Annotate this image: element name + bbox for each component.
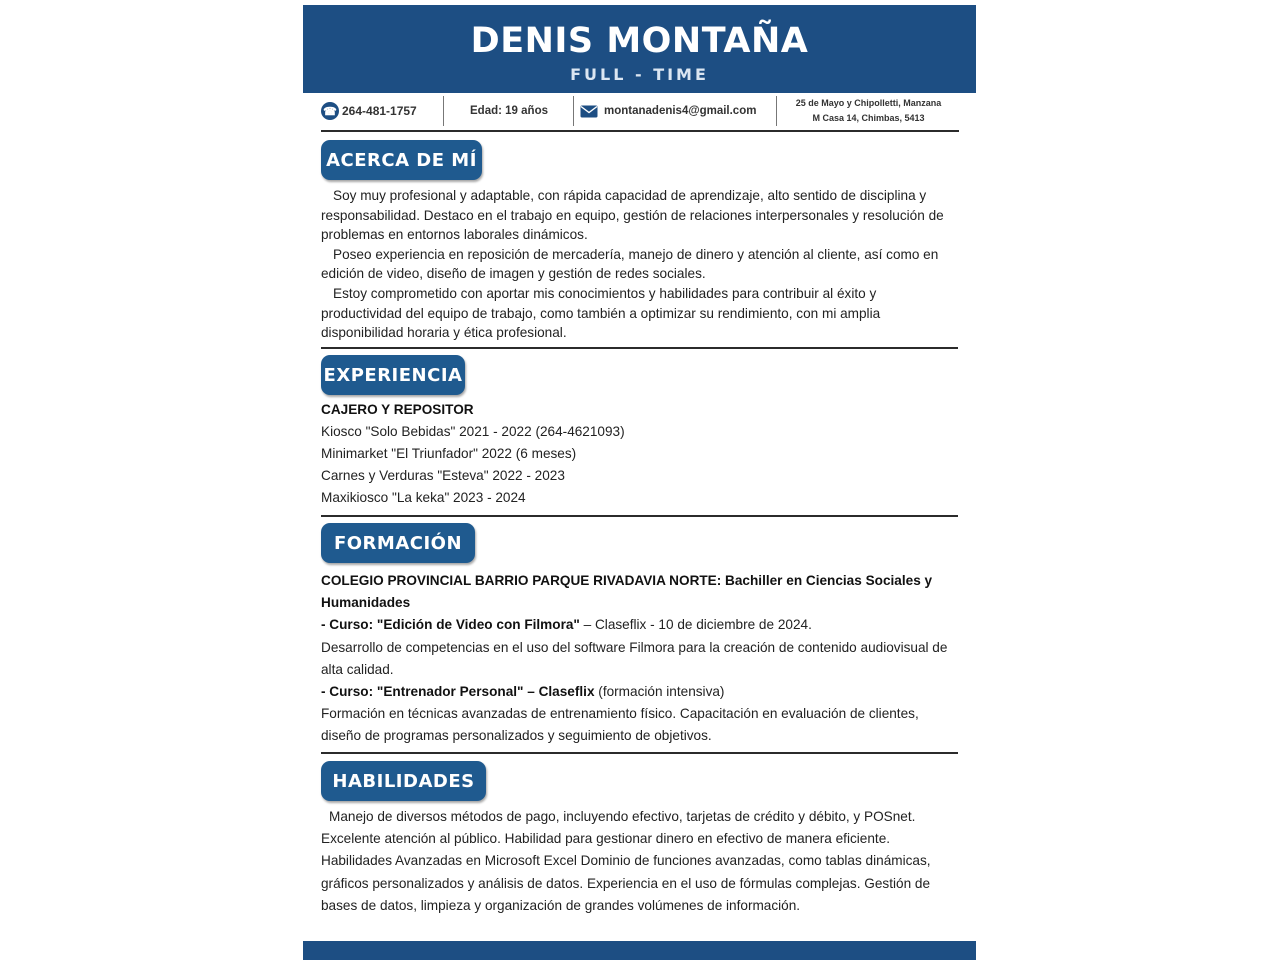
about-paragraph: Poseo experiencia en reposición de mercadería, manejo de dinero y atención al cliente, así como en edición de video, diseño de imagen y gestión de redes sociales.: [321, 246, 939, 282]
footer-bar: [303, 941, 976, 960]
education-course-2: [321, 681, 953, 703]
education-heading: FORMACIÓN: [321, 523, 475, 563]
experience-text: [321, 399, 953, 509]
course-1-description: Desarrollo de competencias en el uso del software Filmora para la creación de contenido audiovisual de alta calidad.: [321, 639, 948, 677]
course-2-description: Formación en técnicas avanzadas de entrenamiento físico. Capacitación en evaluación de clientes, diseño de programas personalizados y seguimiento de objetivos.: [321, 706, 919, 744]
experience-heading: EXPERIENCIA: [321, 355, 465, 395]
skills-heading: HABILIDADES: [321, 761, 486, 801]
education-course-1: [321, 614, 953, 636]
experience-job: Maxikiosco "La keka" 2023 - 2024: [321, 490, 526, 505]
education-school: COLEGIO PROVINCIAL BARRIO PARQUE RIVADAVIA NORTE: Bachiller en Ciencias Sociales y Humanidades: [321, 573, 933, 611]
address-line-2: M Casa 14, Chimbas, 5413: [812, 113, 925, 123]
section-divider: [321, 347, 958, 349]
contact-age: [443, 96, 574, 126]
candidate-subtitle: FULL - TIME: [570, 65, 709, 84]
skills-text: [321, 806, 953, 917]
about-paragraph: Estoy comprometido con aportar mis conocimientos y habilidades para contribuir al éxito y productividad del equipo de trabajo, como también a optimizar su rendimiento, con mi amplia disponibilidad horaria y ética profesional.: [321, 285, 881, 341]
contact-address: [776, 96, 960, 126]
contact-email: [573, 96, 776, 126]
age-text: Edad: 19 años: [470, 105, 548, 117]
phone-number: 264-481-1757: [342, 104, 417, 118]
email-address: montanadenis4@gmail.com: [604, 105, 757, 117]
course-1-title: - Curso: "Edición de Video con Filmora": [321, 617, 580, 633]
experience-job: Kiosco "Solo Bebidas" 2021 - 2022 (264-4621093): [321, 424, 625, 439]
experience-role: CAJERO Y REPOSITOR: [321, 402, 474, 417]
section-divider: [321, 515, 958, 517]
about-paragraph: Soy muy profesional y adaptable, con rápida capacidad de aprendizaje, alto sentido de disciplina y responsabilidad. Destaco en el trabajo en equipo, gestión de relaciones interpersonales y resolución de problemas en entornos laborales dinámicos.: [321, 188, 944, 243]
contact-bar: [321, 96, 959, 132]
course-2-title: - Curso: "Entrenador Personal" – Claseflix: [321, 684, 595, 700]
phone-icon: ☎: [321, 102, 339, 120]
candidate-name: DENIS MONTAÑA: [470, 21, 809, 61]
course-2-meta: (formación intensiva): [594, 684, 725, 700]
education-text: [321, 570, 953, 748]
experience-job: Minimarket "El Triunfador" 2022 (6 meses): [321, 446, 577, 461]
address-line-1: 25 de Mayo y Chipolletti, Manzana: [795, 98, 942, 108]
envelope-icon: [580, 105, 598, 118]
skills-paragraph: Manejo de diversos métodos de pago, incluyendo efectivo, tarjetas de crédito y débito, y POSnet. Excelente atención al público. Habilidad para gestionar dinero en efectivo de manera eficiente. Habilidades Avanzadas en Microsoft Excel Dominio de funciones avanzadas, como tablas dinámicas, gráficos personalizados y análisis de datos. Experiencia en el uso de fórmulas complejas. Gestión de bases de datos, limpieza y organización de grandes volúmenes de información.: [321, 809, 931, 913]
experience-job: Carnes y Verduras "Esteva" 2022 - 2023: [321, 468, 565, 483]
resume-page: [303, 0, 976, 960]
course-1-meta: – Claseflix - 10 de diciembre de 2024.: [579, 617, 812, 633]
about-heading: ACERCA DE MÍ: [321, 140, 482, 180]
contact-phone: [321, 96, 443, 126]
section-divider: [321, 752, 958, 754]
about-text: [321, 186, 953, 343]
resume-header: [303, 5, 976, 93]
